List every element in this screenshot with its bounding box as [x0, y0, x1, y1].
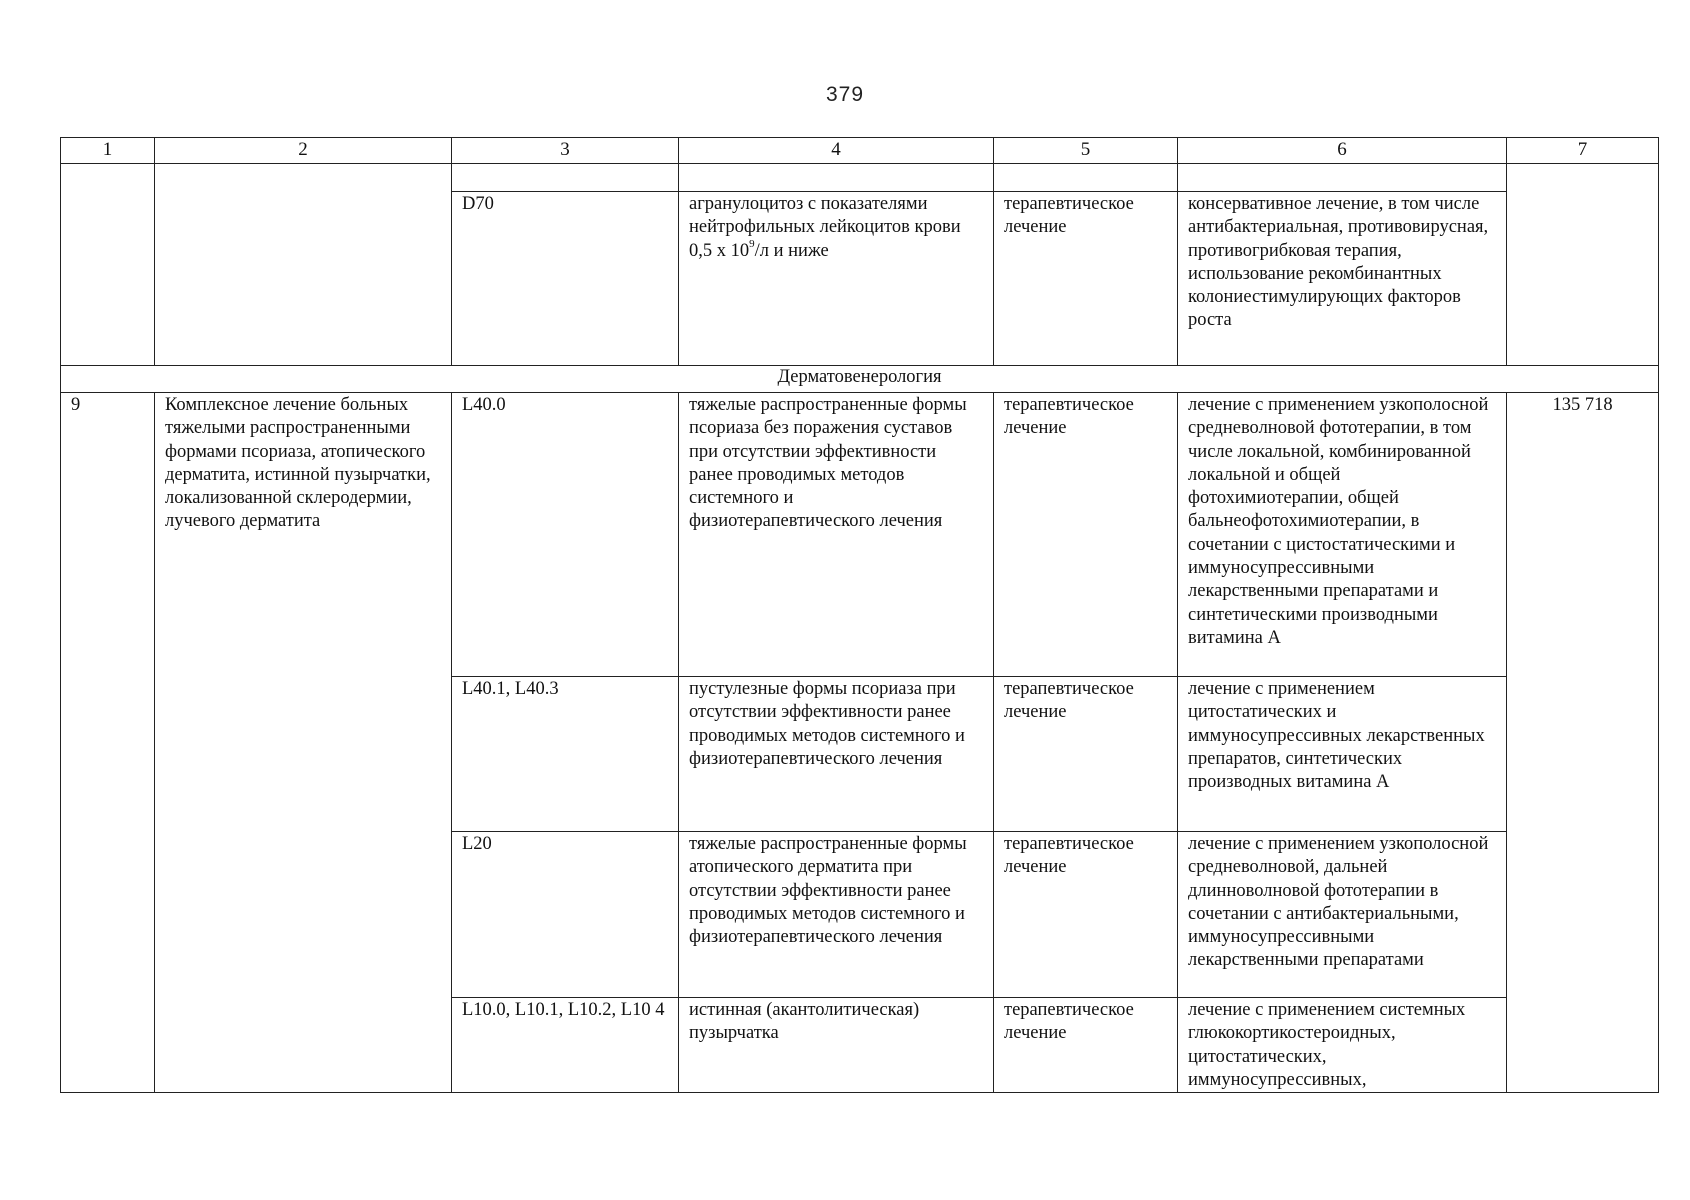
treatment-method-cell: лечение с применением узкополосной средневолновой, дальней длинноволновой фототерапии в сочетании с антибактериальными, иммуносупрессивными лекарственными препаратами: [1178, 832, 1507, 998]
column-number-header: 2: [155, 138, 452, 164]
column-number-header: 6: [1178, 138, 1507, 164]
page-number: 379: [825, 83, 865, 106]
column-number-header: 4: [679, 138, 994, 164]
group-name-cell: Комплексное лечение больных тяжелыми распространенными формами псориаза, атопического дерматита, истинной пузырчатки, локализованной склеродермии, лучевого дерматита: [155, 393, 452, 1093]
price-cell: [1507, 164, 1659, 366]
treatment-type-cell: терапевтическое лечение: [994, 192, 1178, 366]
group-number-cell: [61, 164, 155, 366]
column-number-header: 1: [61, 138, 155, 164]
table-row: [61, 164, 1659, 192]
patient-model-cell: истинная (акантолитическая) пузырчатка: [679, 998, 994, 1093]
empty-cell: [994, 164, 1178, 192]
column-number-header: 3: [452, 138, 679, 164]
icd-code-cell: D70: [452, 192, 679, 366]
exponent: 9: [749, 238, 755, 251]
column-number-header-row: [61, 138, 1659, 164]
column-number-header: 7: [1507, 138, 1659, 164]
patient-model-text: агранулоцитоз с показателями нейтрофильных лейкоцитов крови 0,5 х 10: [689, 194, 961, 261]
patient-model-cell: пустулезные формы псориаза при отсутствии эффективности ранее проводимых методов системного и физиотерапевтического лечения: [679, 677, 994, 832]
patient-model-cell: [679, 192, 994, 366]
column-number-header: 5: [994, 138, 1178, 164]
section-header-row: [61, 366, 1659, 393]
treatment-method-cell: консервативное лечение, в том числе антибактериальная, противовирусная, противогрибковая терапия, использование рекомбинантных колониестимулирующих факторов роста: [1178, 192, 1507, 366]
empty-cell: [452, 164, 679, 192]
treatment-method-cell: лечение с применением цитостатических и иммуносупрессивных лекарственных препаратов, синтетических производных витамина А: [1178, 677, 1507, 832]
group-number-cell: 9: [61, 393, 155, 1093]
treatment-type-cell: терапевтическое лечение: [994, 998, 1178, 1093]
treatment-method-cell: лечение с применением системных глюкокортикостероидных, цитостатических, иммуносупрессивных,: [1178, 998, 1507, 1093]
section-title: Дерматовенерология: [61, 366, 1659, 393]
icd-code-cell: L20: [452, 832, 679, 998]
price-cell: 135 718: [1507, 393, 1659, 1093]
medical-care-table: [60, 137, 1659, 1093]
treatment-method-cell: лечение с применением узкополосной средневолновой фототерапии, в том числе локальной, комбинированной локальной и общей фотохимиотерапии, общей бальнеофотохимиотерапии, в сочетании с цистостатическими и иммуносупрессивными лекарственными препаратами и синтетическими производными витамина А: [1178, 393, 1507, 677]
patient-model-text: /л и ниже: [754, 240, 829, 261]
icd-code-cell: L40.0: [452, 393, 679, 677]
patient-model-cell: тяжелые распространенные формы псориаза без поражения суставов при отсутствии эффективности ранее проводимых методов системного и физиотерапевтического лечения: [679, 393, 994, 677]
empty-cell: [679, 164, 994, 192]
treatment-type-cell: терапевтическое лечение: [994, 832, 1178, 998]
empty-cell: [1178, 164, 1507, 192]
treatment-type-cell: терапевтическое лечение: [994, 677, 1178, 832]
icd-code-cell: L10.0, L10.1, L10.2, L10 4: [452, 998, 679, 1093]
group-name-cell: [155, 164, 452, 366]
table-row: [61, 393, 1659, 677]
icd-code-cell: L40.1, L40.3: [452, 677, 679, 832]
patient-model-cell: тяжелые распространенные формы атопического дерматита при отсутствии эффективности ранее проводимых методов системного и физиотерапевтического лечения: [679, 832, 994, 998]
treatment-type-cell: терапевтическое лечение: [994, 393, 1178, 677]
